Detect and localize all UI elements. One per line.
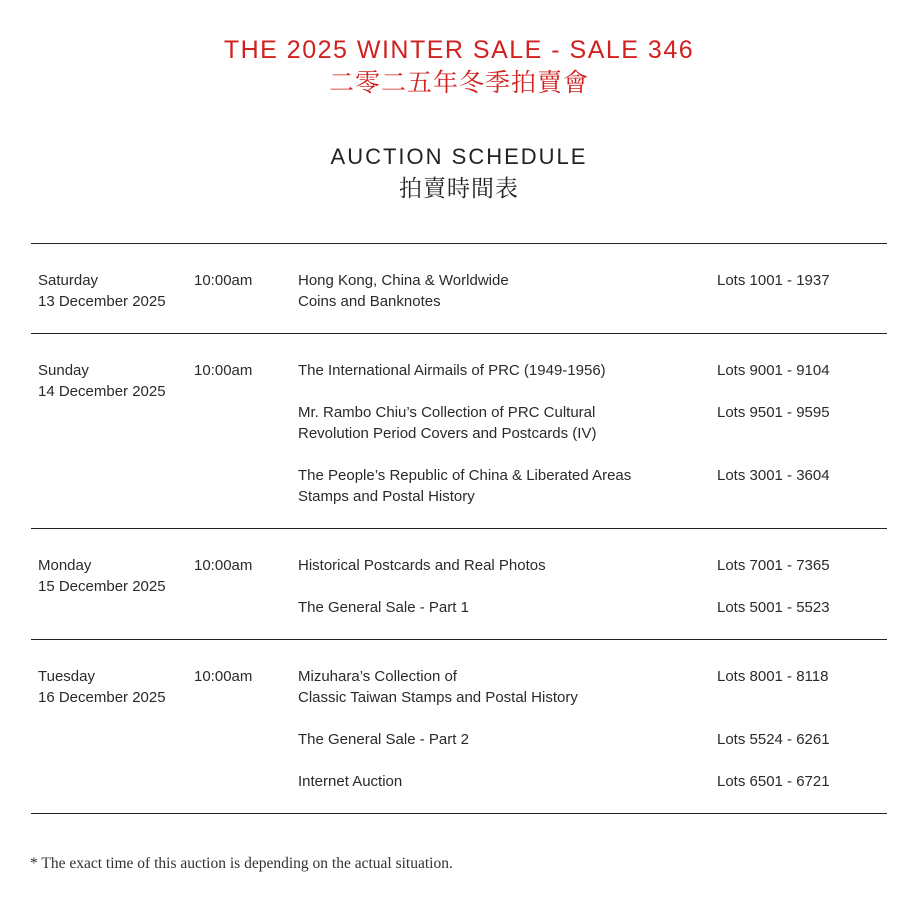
session-name-line: Classic Taiwan Stamps and Postal History: [298, 689, 578, 706]
sale-title: THE 2025 WINTER SALE - SALE 346: [223, 36, 695, 64]
session-name: [298, 465, 698, 507]
date: 16 December 2025: [38, 689, 166, 706]
session-name: [298, 771, 698, 792]
session-list: [298, 555, 887, 618]
day-date: [38, 555, 193, 597]
session-name: [298, 555, 698, 576]
session-time: 10:00am: [194, 557, 253, 574]
sale-title-chinese: 二零二五年冬季拍賣會: [328, 69, 589, 97]
session-name-line: The International Airmails of PRC (1949-1956): [298, 362, 606, 379]
session-list: [298, 666, 887, 792]
day-date: [38, 270, 193, 312]
session-row: [298, 465, 887, 507]
lot-range: Lots 5524 - 6261: [717, 731, 830, 748]
schedule-title: AUCTION SCHEDULE: [330, 144, 588, 169]
lot-range: Lots 9501 - 9595: [717, 404, 830, 421]
schedule-day-saturday: [31, 243, 887, 333]
session-row: [298, 729, 887, 750]
session-name: [298, 402, 698, 444]
session-name-line: The General Sale - Part 1: [298, 599, 469, 616]
schedule-day-monday: [31, 528, 887, 639]
day-date: [38, 666, 193, 708]
session-row: [298, 270, 887, 312]
session-name-line: Mizuhara’s Collection of: [298, 668, 457, 685]
session-name-line: Coins and Banknotes: [298, 293, 441, 310]
lot-range: Lots 8001 - 8118: [717, 668, 829, 685]
session-time: 10:00am: [194, 362, 253, 379]
session-time: 10:00am: [194, 272, 253, 289]
weekday: Sunday: [38, 362, 89, 379]
lot-range: Lots 6501 - 6721: [717, 773, 830, 790]
session-row: [298, 555, 887, 576]
session-name: [298, 360, 698, 381]
schedule-heading: [0, 142, 918, 204]
schedule-day-sunday: [31, 333, 887, 528]
session-name-line: Mr. Rambo Chiu’s Collection of PRC Cultural: [298, 404, 596, 421]
lot-range: Lots 3001 - 3604: [717, 467, 830, 484]
session-row: [298, 597, 887, 618]
lot-range: Lots 5001 - 5523: [717, 599, 830, 616]
date: 13 December 2025: [38, 293, 166, 310]
weekday: Tuesday: [38, 668, 95, 685]
sale-header: [0, 34, 918, 99]
session-list: [298, 270, 887, 312]
session-list: [298, 360, 887, 507]
session-name-line: The General Sale - Part 2: [298, 731, 469, 748]
session-name-line: Hong Kong, China & Worldwide: [298, 272, 509, 289]
date: 15 December 2025: [38, 578, 166, 595]
lot-range: Lots 1001 - 1937: [717, 272, 830, 289]
session-name-line: Revolution Period Covers and Postcards (IV): [298, 425, 597, 442]
lot-range: Lots 9001 - 9104: [717, 362, 830, 379]
weekday: Saturday: [38, 272, 99, 289]
footnote: * The exact time of this auction is depending on the actual situation.: [30, 855, 453, 872]
session-row: [298, 666, 887, 708]
day-date: [38, 360, 193, 402]
session-name: [298, 270, 698, 312]
session-row: [298, 360, 887, 381]
session-row: [298, 402, 887, 444]
session-name-line: Stamps and Postal History: [298, 488, 475, 505]
session-name-line: Internet Auction: [298, 773, 403, 790]
schedule-table: [31, 243, 887, 814]
session-name: [298, 729, 698, 750]
schedule-title-chinese: 拍賣時間表: [399, 175, 519, 201]
weekday: Monday: [38, 557, 92, 574]
lot-range: Lots 7001 - 7365: [717, 557, 830, 574]
session-name: [298, 597, 698, 618]
session-time: 10:00am: [194, 668, 253, 685]
session-name: [298, 666, 698, 708]
session-row: [298, 771, 887, 792]
date: 14 December 2025: [38, 383, 166, 400]
schedule-day-tuesday: [31, 639, 887, 814]
session-name-line: Historical Postcards and Real Photos: [298, 557, 546, 574]
session-name-line: The People’s Republic of China & Liberated Areas: [298, 467, 632, 484]
